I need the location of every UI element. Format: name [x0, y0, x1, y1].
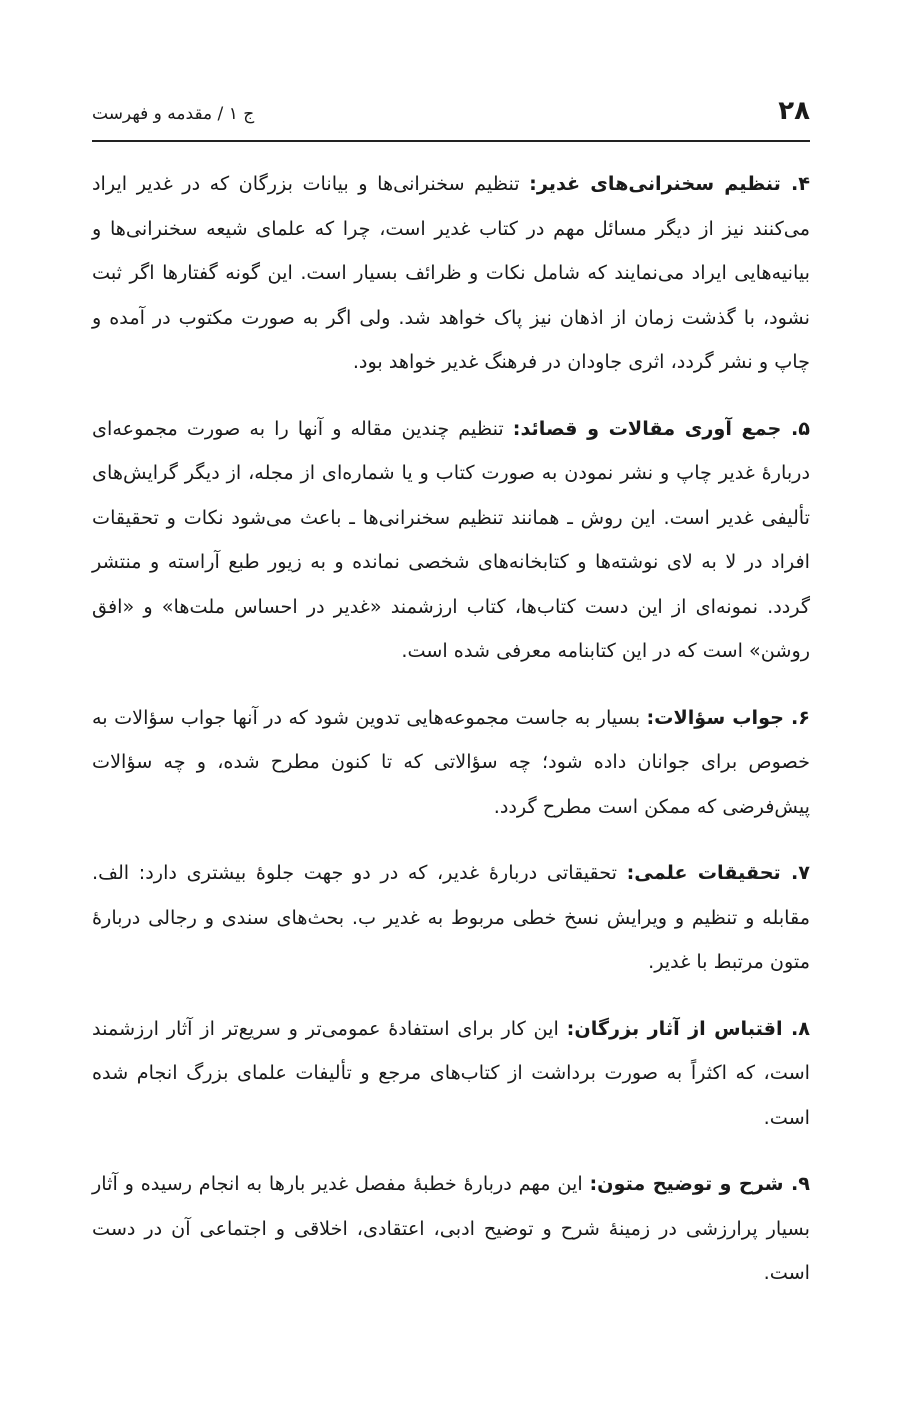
- item-text: تحقیقاتی دربارۀ غدیر، که در دو جهت جلوۀ بیشتری دارد: الف. مقابله و تنظیم و ویرایش نسخ خطی مربوط به غدیر ب. بحث‌های سندی و رجالی دربارۀ متون مرتبط با غدیر.: [92, 861, 810, 973]
- item-text: این مهم دربارۀ خطبۀ مفصل غدیر بارها به انجام رسیده و آثار بسیار پرارزشی در زمینۀ شرح و توضیح ادبی، اعتقادی، اخلاقی و اجتماعی آن در دست است.: [92, 1172, 810, 1284]
- paragraph-5: [92, 407, 810, 674]
- paragraph-4: [92, 162, 810, 385]
- item-number: ۷.: [780, 861, 810, 884]
- page-body: [92, 162, 810, 1318]
- item-term: تحقیقات علمی:: [626, 861, 781, 884]
- paragraph-8: [92, 1007, 810, 1141]
- item-text: این کار برای استفادۀ عمومی‌تر و سریع‌تر از آثار ارزشمند است، که اکثراً به صورت برداشت از کتاب‌های مرجع و تألیفات علمای بزرگ انجام شده است.: [92, 1016, 810, 1129]
- item-number: ۴.: [780, 172, 810, 195]
- paragraph-7: [92, 851, 810, 985]
- item-number: ۸.: [782, 1016, 810, 1040]
- page-header: [92, 94, 810, 142]
- running-title: ج ۱ / مقدمه و فهرست: [92, 104, 255, 124]
- page-number: ۲۸: [778, 96, 810, 126]
- item-term: اقتباس از آثار بزرگان:: [566, 1016, 783, 1040]
- item-text: تنظیم سخنرانی‌ها و بیانات بزرگان که در غدیر ایراد می‌کنند نیز از دیگر مسائل مهم در کتاب غدیر است، چرا که علمای شیعه سخنرانی‌ها و بیانیه‌هایی ایراد می‌نمایند که شامل نکات و ظرائف بسیار است. این گونه گفتارها اگر ثبت نشود، با گذشت زمان از اذهان نیز پاک خواهد شد. ولی اگر به صورت مکتوب در آمده و چاپ و نشر گردد، اثری جاودان در فرهنگ غدیر خواهد بود.: [92, 172, 810, 373]
- paragraph-6: [92, 696, 810, 830]
- item-term: جمع آوری مقالات و قصائد:: [512, 416, 782, 440]
- paragraph-9: [92, 1162, 810, 1296]
- item-number: ۹.: [783, 1172, 810, 1195]
- book-page: [92, 0, 810, 1410]
- item-number: ۶.: [783, 705, 810, 729]
- item-number: ۵.: [781, 416, 810, 440]
- item-text: تنظیم چندین مقاله و آنها را به صورت مجموعه‌ای دربارۀ غدیر چاپ و نشر نمودن به صورت کتاب و یا شماره‌ای از مجله، از دیگر گرایش‌های تألیفی غدیر است. این روش ـ همانند تنظیم سخنرانی‌ها ـ باعث می‌شود نکات و تحقیقات افراد در لا به لای نوشته‌ها و کتابخانه‌های شخصی نمانده و به زیور طبع آراسته و منتشر گردد. نمونه‌ای از این دست کتاب‌ها، کتاب ارزشمند «غدیر در احساس ملت‌ها» و «افق روشن» است که در این کتابنامه معرفی شده است.: [92, 416, 810, 662]
- item-term: شرح و توضیح متون:: [589, 1172, 784, 1195]
- item-term: تنظیم سخنرانی‌های غدیر:: [529, 172, 781, 195]
- item-term: جواب سؤالات:: [646, 705, 784, 729]
- item-text: بسیار به جاست مجموعه‌هایی تدوین شود که در آنها جواب سؤالات به خصوص برای جوانان داده شود؛ چه سؤالاتی که تا کنون مطرح شده، و چه سؤالات پیش‌فرضی که ممکن است مطرح گردد.: [92, 705, 810, 818]
